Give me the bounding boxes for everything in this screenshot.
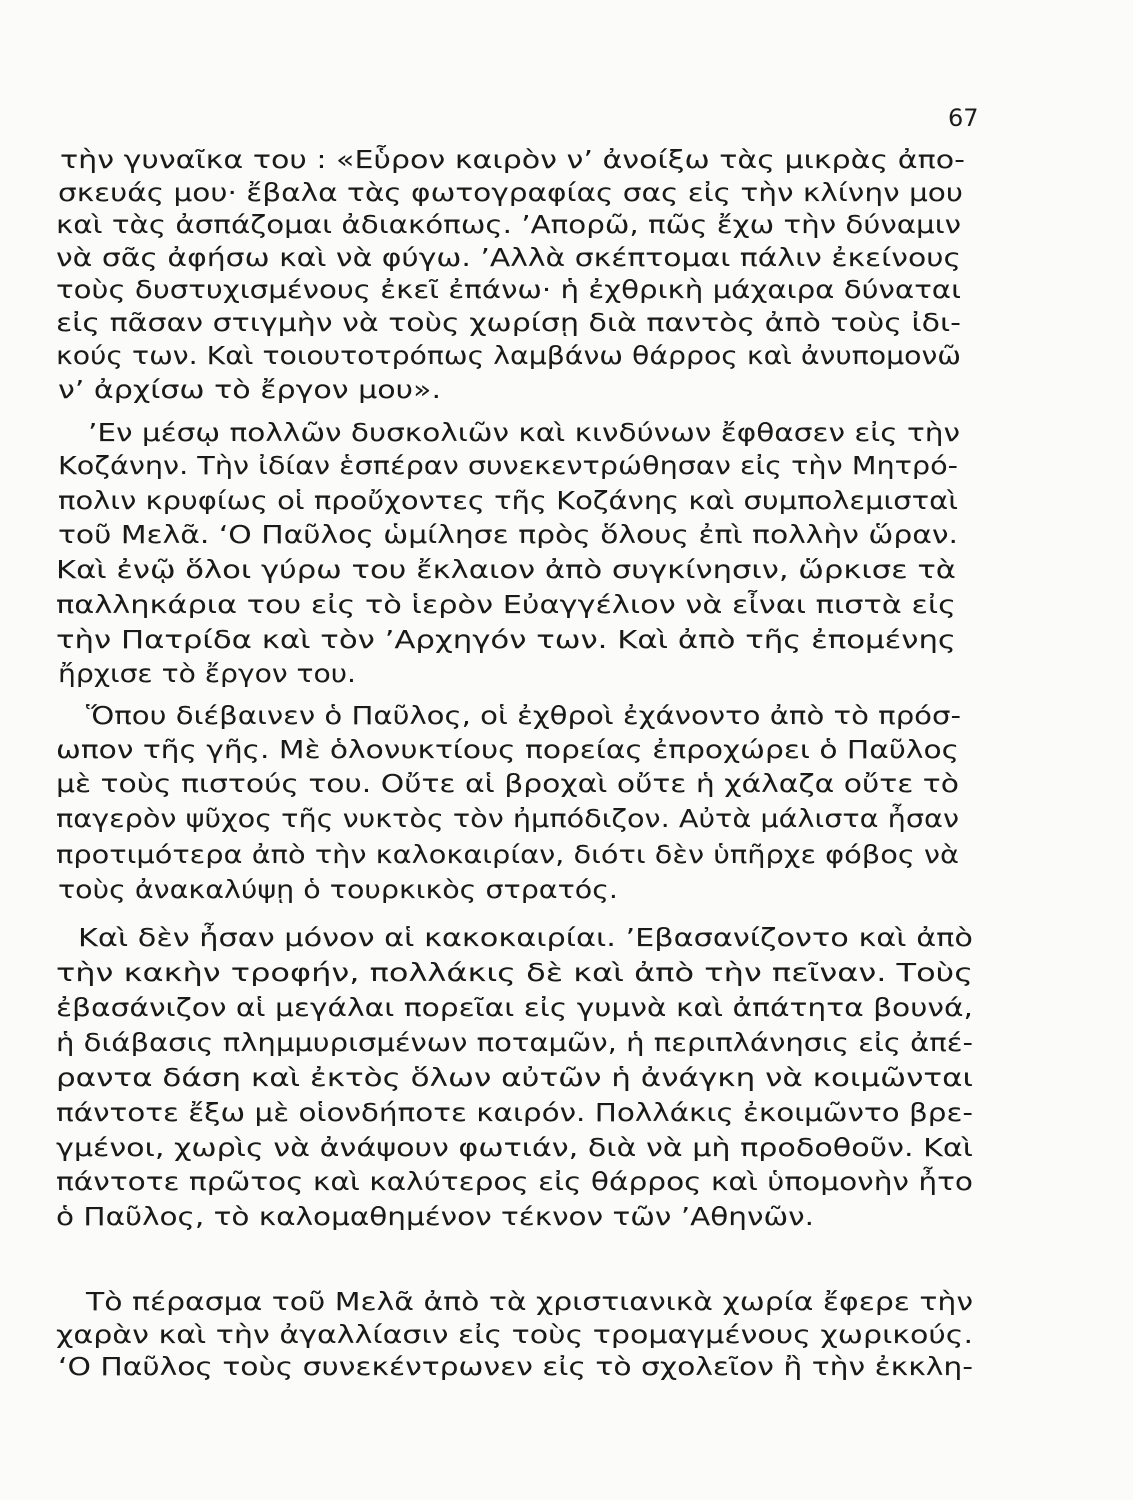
text-line: καὶ τὰς ἀσπάζομαι ἀδιακόπως. ’Απορῶ, πῶς ἔχω τὴν δύναμιν — [56, 210, 961, 239]
text-line: πολιν κρυφίως οἱ προὔχοντες τῆς Κοζάνης καὶ συμπολεμισταὶ — [58, 486, 958, 515]
text-line: ‘Ο Παῦλος τοὺς συνεκέντρωνεν εἰς τὸ σχολεῖον ἢ τὴν ἐκκλη- — [58, 1352, 973, 1381]
text-line: ωπον τῆς γῆς. Μὲ ὁλονυκτίους πορείας ἐπροχώρει ὁ Παῦλος — [56, 735, 960, 764]
text-line: πάντοτε πρῶτος καὶ καλύτερος εἰς θάρρος καὶ ὑπομονὴν ἦτο — [56, 1167, 973, 1196]
text-line: ἐβασάνιζον αἱ μεγάλαι πορεῖαι εἰς γυμνὰ καὶ ἀπάτητα βουνά, — [56, 993, 973, 1022]
text-line: προτιμότερα ἀπὸ τὴν καλοκαιρίαν, διότι δὲν ὑπῆρχε φόβος νὰ — [56, 840, 960, 869]
text-line: τὴν γυναῖκα του : «Εὗρον καιρὸν ν’ ἀνοίξω τὰς μικρὰς ἀπο- — [60, 145, 965, 174]
text-line: ν’ ἀρχίσω τὸ ἔργον μου». — [58, 375, 441, 404]
text-line: εἰς πᾶσαν στιγμὴν νὰ τοὺς χωρίσῃ διὰ παντὸς ἀπὸ τοὺς ἰδι- — [56, 308, 962, 337]
text-line: κούς των. Καὶ τοιουτοτρόπως λαμβάνω θάρρος καὶ ἀνυπομονῶ — [56, 341, 961, 370]
text-line: παγερὸν ψῦχος τῆς νυκτὸς τὸν ἠμπόδιζον. Αὐτὰ μάλιστα ἦσαν — [56, 804, 959, 833]
text-line: τοὺς ἀνακαλύψῃ ὁ τουρκικὸς στρατός. — [58, 875, 618, 904]
text-line: Καὶ δὲν ἦσαν μόνον αἱ κακοκαιρίαι. ’Εβασανίζοντο καὶ ἀπὸ — [78, 923, 974, 952]
text-line: μὲ τοὺς πιστούς του. Οὔτε αἱ βροχαὶ οὔτε ἡ χάλαζα οὔτε τὸ — [56, 769, 959, 798]
text-line: ὁ Παῦλος, τὸ καλομαθημένον τέκνον τῶν ’Αθηνῶν. — [56, 1202, 814, 1231]
text-line: Καὶ ἐνῷ ὅλοι γύρω του ἔκλαιον ἀπὸ συγκίνησιν, ὥρκισε τὰ — [56, 555, 956, 584]
text-line: χαρὰν καὶ τὴν ἀγαλλίασιν εἰς τοὺς τρομαγμένους χωρικούς. — [56, 1320, 973, 1349]
text-line: Τὸ πέρασμα τοῦ Μελᾶ ἀπὸ τὰ χριστιανικὰ χωρία ἔφερε τὴν — [86, 1287, 974, 1316]
page-number: 67 — [948, 104, 979, 132]
text-line: πάντοτε ἔξω μὲ οἱονδήποτε καιρόν. Πολλάκις ἐκοιμῶντο βρε- — [56, 1098, 973, 1127]
text-line: νὰ σᾶς ἀφήσω καὶ νὰ φύγω. ’Αλλὰ σκέπτομαι πάλιν ἐκείνους — [56, 243, 961, 272]
text-line: παλληκάρια του εἰς τὸ ἱερὸν Εὐαγγέλιον νὰ εἶναι πιστὰ εἰς — [56, 590, 956, 619]
text-line: τοὺς δυστυχισμένους ἐκεῖ ἐπάνω· ἡ ἐχθρικὴ μάχαιρα δύναται — [56, 275, 962, 304]
text-line: γμένοι, χωρὶς νὰ ἀνάψουν φωτιάν, διὰ νὰ μὴ προδοθοῦν. Καὶ — [56, 1133, 973, 1162]
text-line: ’Εν μέσῳ πολλῶν δυσκολιῶν καὶ κινδύνων ἔφθασεν εἰς τὴν — [88, 418, 960, 447]
text-line: σκευάς μου· ἔβαλα τὰς φωτογραφίας σας εἰς τὴν κλίνην μου — [58, 178, 964, 207]
text-line: ραντα δάση καὶ ἐκτὸς ὅλων αὐτῶν ἡ ἀνάγκη νὰ κοιμῶνται — [56, 1063, 973, 1092]
text-line: Ὅπου διέβαινεν ὁ Παῦλος, οἱ ἐχθροὶ ἐχάνοντο ἀπὸ τὸ πρόσ- — [86, 701, 962, 730]
text-line: ἡ διάβασις πλημμυρισμένων ποταμῶν, ἡ περιπλάνησις εἰς ἀπέ- — [56, 1028, 973, 1057]
text-line: τὴν κακὴν τροφήν, πολλάκις δὲ καὶ ἀπὸ τὴν πεῖναν. Τοὺς — [56, 958, 973, 987]
text-line: Κοζάνην. Τὴν ἰδίαν ἑσπέραν συνεκεντρώθησαν εἰς τὴν Μητρό- — [58, 451, 958, 480]
text-line: ἤρχισε τὸ ἔργον του. — [58, 659, 356, 688]
text-line: τὴν Πατρίδα καὶ τὸν ’Αρχηγόν των. Καὶ ἀπὸ τῆς ἐπομένης — [56, 625, 957, 654]
text-line: τοῦ Μελᾶ. ‘Ο Παῦλος ὡμίλησε πρὸς ὅλους ἐπὶ πολλὴν ὥραν. — [58, 520, 958, 549]
